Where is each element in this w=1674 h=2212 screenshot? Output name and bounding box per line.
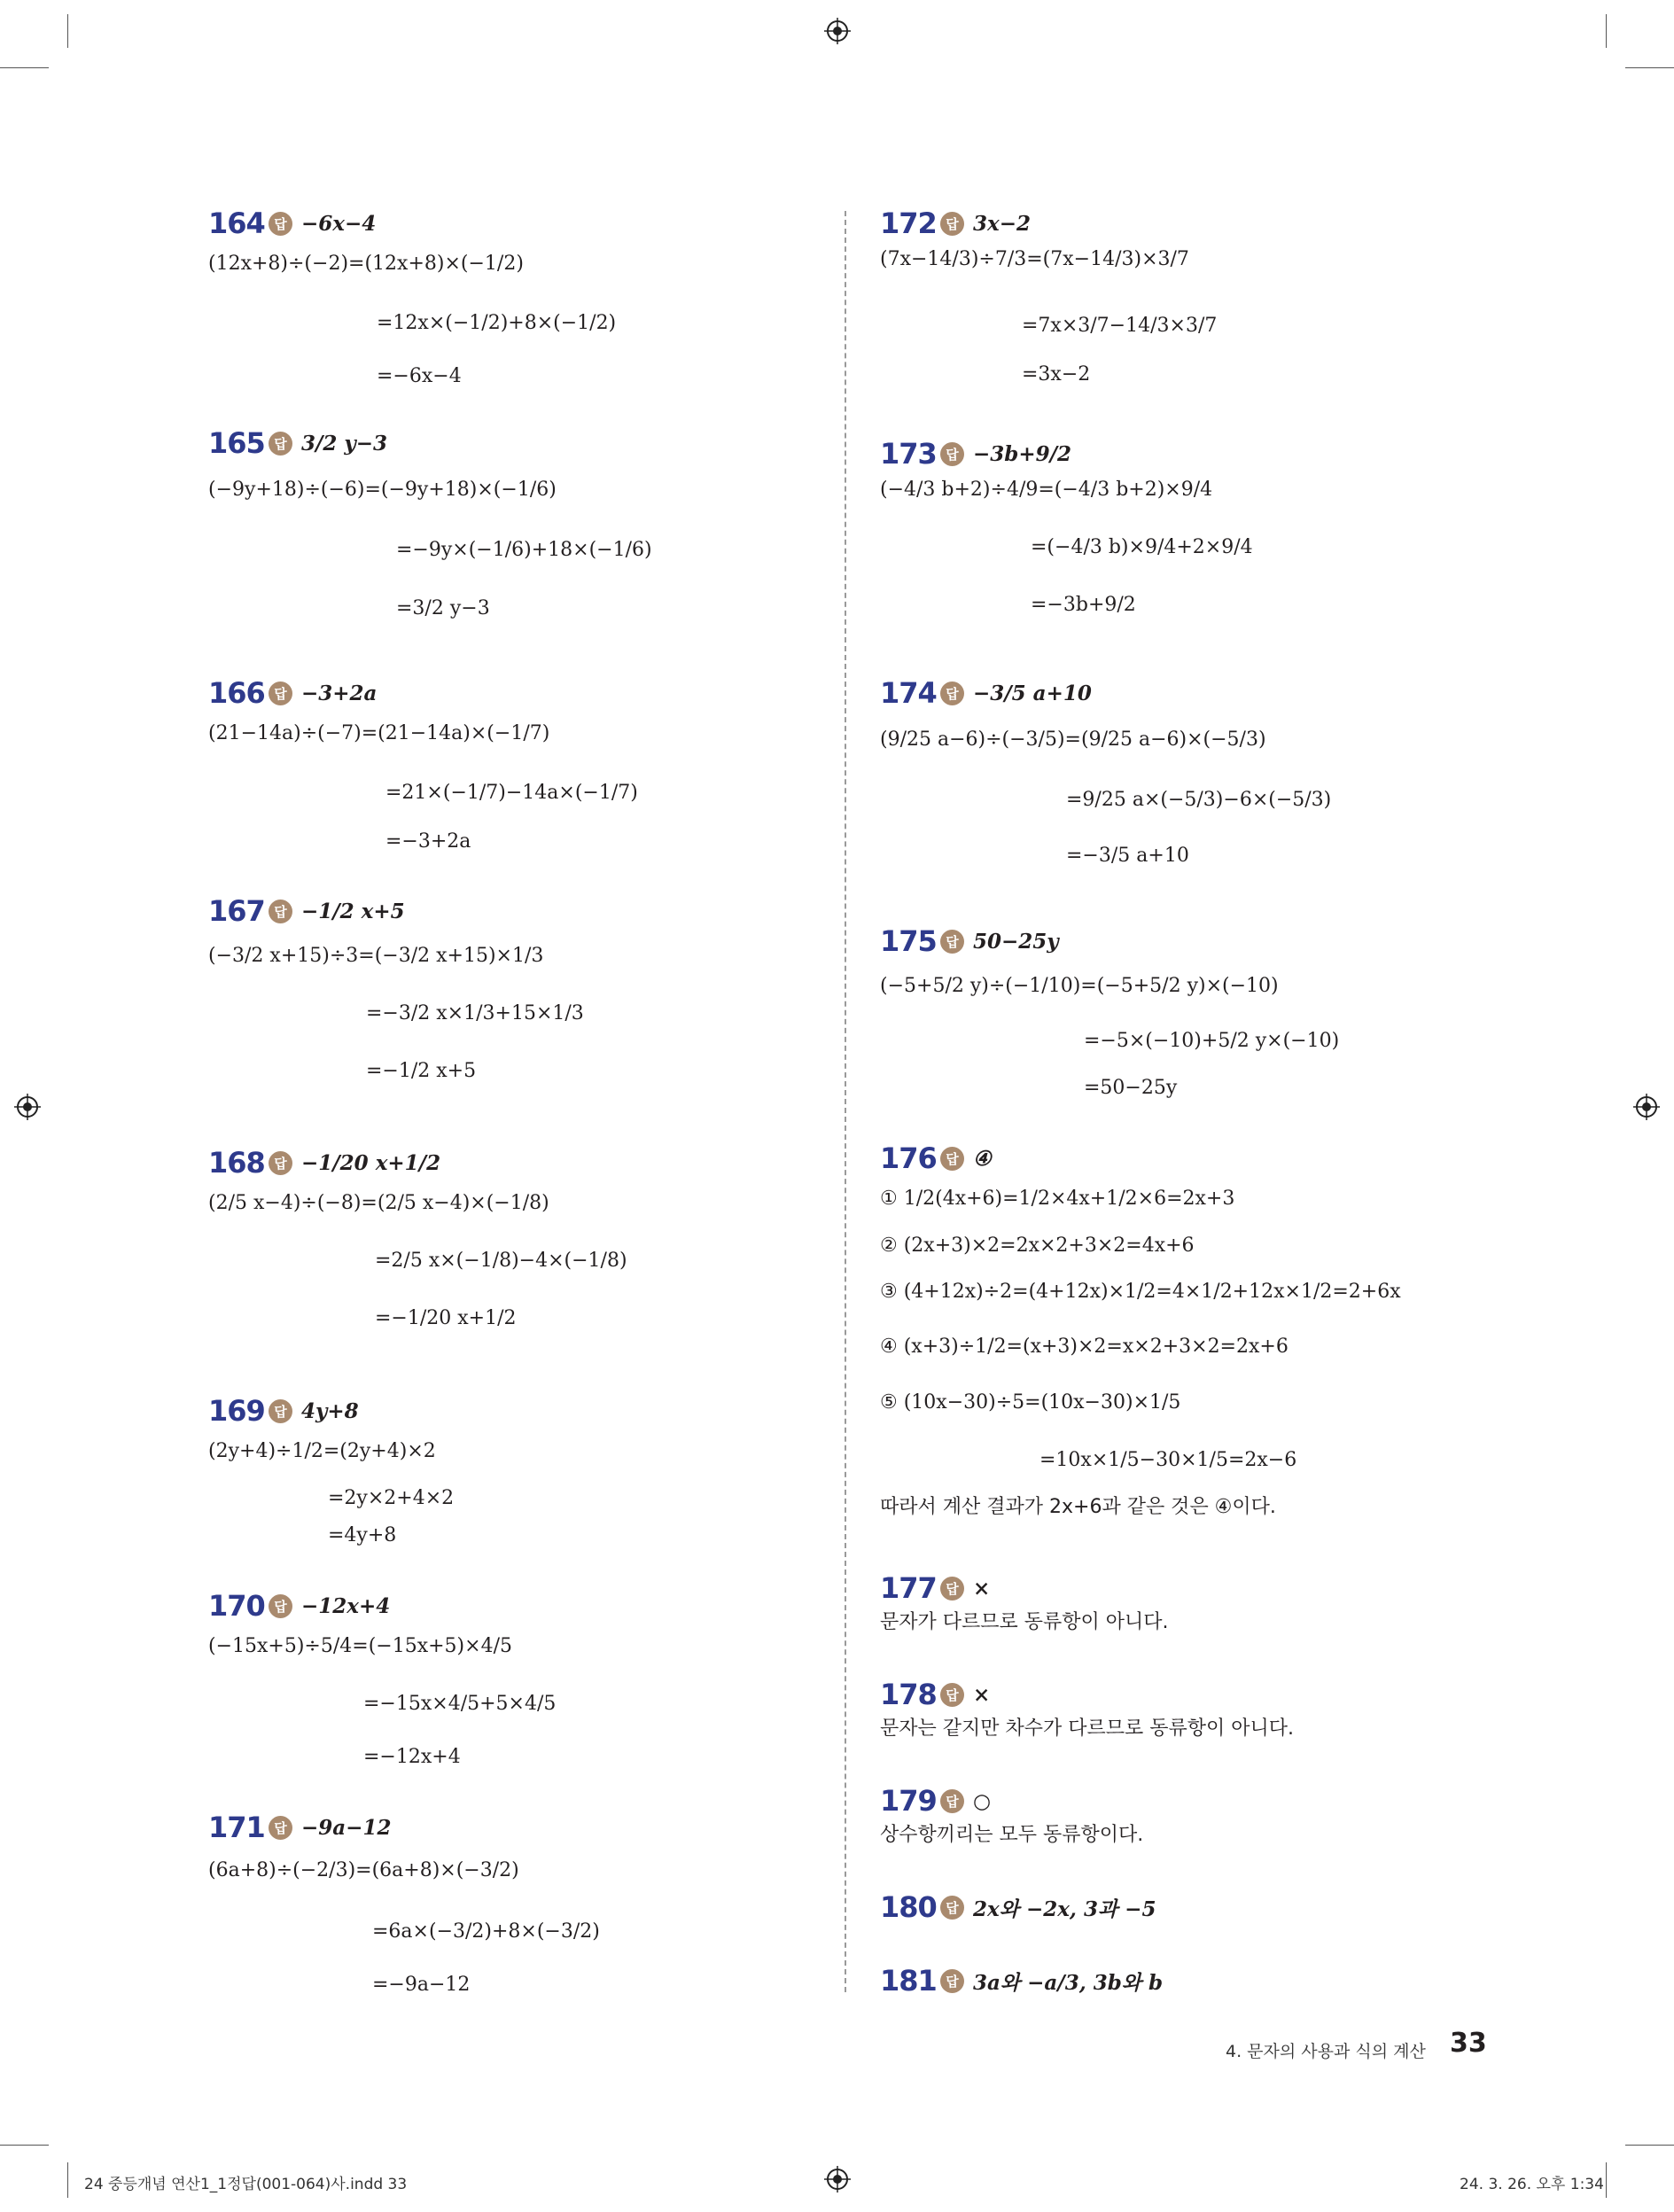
answer-badge-icon: 답: [269, 1816, 292, 1840]
solution-line: =3/2 y−3: [396, 597, 490, 619]
crop-mark: [1606, 14, 1607, 48]
problem-177: [880, 1567, 1169, 1633]
answer-badge-icon: 답: [940, 1896, 964, 1920]
answer: −12x+4: [301, 1593, 391, 1618]
solution-line: =−12x+4: [363, 1746, 461, 1768]
solution-line: 문자가 다르므로 동류항이 아니다.: [880, 1611, 1169, 1633]
solution-line: =−3/2 x×1/3+15×1/3: [366, 1002, 584, 1024]
answer: 3x−2: [973, 211, 1031, 236]
solution-line: =−3/5 a+10: [1066, 845, 1189, 867]
solution-line: (9/25 a−6)÷(−3/5)=(9/25 a−6)×(−5/3): [880, 728, 1266, 751]
solution-line: (−5+5/2 y)÷(−1/10)=(−5+5/2 y)×(−10): [880, 975, 1279, 997]
crop-mark: [67, 14, 68, 48]
solution-line: 문자는 같지만 차수가 다르므로 동류항이 아니다.: [880, 1717, 1295, 1740]
solution-line: =9/25 a×(−5/3)−6×(−5/3): [1066, 789, 1332, 811]
problem-number: 179: [880, 1784, 937, 1818]
solution-line: =−15x×4/5+5×4/5: [363, 1693, 557, 1715]
problem-number: 171: [208, 1811, 265, 1844]
answer-badge-icon: 답: [940, 1969, 964, 1993]
problem-175: [880, 920, 1340, 1099]
answer-badge-icon: 답: [269, 1594, 292, 1618]
problem-number: 175: [880, 924, 937, 958]
answer-badge-icon: 답: [269, 212, 292, 236]
solution-line: =−3+2a: [385, 830, 471, 853]
answer-badge-icon: 답: [940, 1147, 964, 1171]
solution-line: (2y+4)÷1/2=(2y+4)×2: [208, 1440, 436, 1462]
problem-number: 170: [208, 1589, 265, 1623]
column-divider: [845, 211, 846, 1992]
problem-168: [208, 1141, 627, 1329]
solution-line: =−1/2 x+5: [366, 1060, 477, 1082]
solution-line: (7x−14/3)÷7/3=(7x−14/3)×3/7: [880, 248, 1189, 270]
problem-number: 181: [880, 1964, 937, 1998]
solution-line: =−3b+9/2: [1031, 594, 1136, 616]
problem-173: [880, 432, 1253, 616]
problem-number: 164: [208, 206, 265, 240]
crop-mark: [0, 67, 49, 68]
answer-badge-icon: 답: [940, 1789, 964, 1813]
problem-number: 169: [208, 1394, 265, 1428]
solution-line: (−9y+18)÷(−6)=(−9y+18)×(−1/6): [208, 479, 557, 501]
solution-line: =2y×2+4×2: [328, 1487, 455, 1509]
chapter-title: 4. 문자의 사용과 식의 계산: [1226, 2042, 1426, 2061]
solution-line: =50−25y: [1084, 1077, 1178, 1099]
problem-number: 180: [880, 1890, 937, 1924]
solution-line: (−15x+5)÷5/4=(−15x+5)×4/5: [208, 1635, 512, 1657]
crop-mark: [67, 2162, 68, 2198]
problem-178: [880, 1673, 1295, 1740]
solution-line: =7x×3/7−14/3×3/7: [1022, 315, 1218, 337]
registration-mark-icon: [824, 2166, 851, 2193]
solution-line: (21−14a)÷(−7)=(21−14a)×(−1/7): [208, 722, 550, 744]
problem-176: [880, 1137, 1401, 1518]
solution-line: =−6x−4: [377, 365, 462, 387]
solution-line: ② (2x+3)×2=2x×2+3×2=4x+6: [880, 1235, 1195, 1257]
answer-badge-icon: 답: [269, 900, 292, 923]
problem-169: [208, 1390, 455, 1546]
file-slug: 24 중등개념 연산1_1정답(001-064)사.indd 33: [84, 2176, 408, 2193]
answer-badge-icon: 답: [269, 1151, 292, 1175]
solution-line: =4y+8: [328, 1524, 397, 1546]
answer: ×: [973, 1576, 991, 1601]
answer: −1/2 x+5: [301, 899, 405, 923]
solution-line: (12x+8)÷(−2)=(12x+8)×(−1/2): [208, 253, 524, 275]
answer: 3a와 −a/3, 3b와 b: [973, 1970, 1164, 1995]
solution-line: =21×(−1/7)−14a×(−1/7): [385, 782, 638, 804]
solution-line: (−4/3 b+2)÷4/9=(−4/3 b+2)×9/4: [880, 479, 1213, 501]
registration-mark-icon: [14, 1094, 41, 1120]
problem-number: 176: [880, 1141, 937, 1175]
answer: −3b+9/2: [973, 441, 1072, 466]
solution-line: ① 1/2(4x+6)=1/2×4x+1/2×6=2x+3: [880, 1188, 1235, 1210]
solution-conclusion: 따라서 계산 결과가 2x+6과 같은 것은 ④이다.: [880, 1496, 1276, 1518]
answer-badge-icon: 답: [940, 212, 964, 236]
solution-line: =2/5 x×(−1/8)−4×(−1/8): [375, 1250, 627, 1272]
solution-line: =6a×(−3/2)+8×(−3/2): [372, 1920, 600, 1943]
answer-badge-icon: 답: [940, 930, 964, 954]
solution-line: =(−4/3 b)×9/4+2×9/4: [1031, 536, 1253, 558]
answer: ④: [973, 1146, 992, 1171]
problem-167: [208, 890, 584, 1082]
problem-number: 165: [208, 426, 265, 460]
solution-line: ④ (x+3)÷1/2=(x+3)×2=x×2+3×2=2x+6: [880, 1336, 1289, 1358]
problem-number: 177: [880, 1571, 937, 1605]
problem-number: 172: [880, 206, 937, 240]
problem-174: [880, 672, 1332, 867]
solution-line: (6a+8)÷(−2/3)=(6a+8)×(−3/2): [208, 1859, 519, 1881]
solution-line: ③ (4+12x)÷2=(4+12x)×1/2=4×1/2+12x×1/2=2+6x: [880, 1281, 1401, 1303]
problem-165: [208, 422, 652, 619]
registration-mark-icon: [1633, 1094, 1660, 1120]
answer: −1/20 x+1/2: [301, 1150, 441, 1175]
crop-mark: [1625, 67, 1674, 68]
problem-179: [880, 1780, 1144, 1846]
answer: ○: [973, 1788, 992, 1813]
answer-badge-icon: 답: [940, 442, 964, 466]
crop-mark: [1625, 2145, 1674, 2146]
answer-badge-icon: 답: [269, 682, 292, 705]
problem-164: [208, 202, 617, 387]
answer: −6x−4: [301, 211, 377, 236]
answer: 2x와 −2x, 3과 −5: [973, 1897, 1156, 1921]
answer: 50−25y: [973, 929, 1059, 954]
answer: −3+2a: [301, 681, 378, 705]
problem-number: 166: [208, 676, 265, 710]
solution-line: (−3/2 x+15)÷3=(−3/2 x+15)×1/3: [208, 945, 544, 967]
answer-badge-icon: 답: [269, 432, 292, 456]
solution-line: ⑤ (10x−30)÷5=(10x−30)×1/5: [880, 1391, 1181, 1414]
problem-170: [208, 1585, 557, 1768]
problem-number: 178: [880, 1678, 937, 1711]
problem-166: [208, 672, 638, 853]
problem-number: 167: [208, 894, 265, 928]
solution-line: (2/5 x−4)÷(−8)=(2/5 x−4)×(−1/8): [208, 1192, 549, 1214]
answer: 3/2 y−3: [301, 431, 388, 456]
solution-line: =3x−2: [1022, 363, 1091, 386]
problem-number: 173: [880, 437, 937, 471]
problem-181: [880, 1959, 1163, 2002]
problem-number: 168: [208, 1146, 265, 1180]
crop-mark: [1606, 2162, 1607, 2198]
registration-mark-icon: [824, 18, 851, 44]
page-number: 33: [1450, 2028, 1487, 2059]
answer-badge-icon: 답: [940, 682, 964, 705]
answer: ×: [973, 1682, 991, 1707]
solution-line: =−9a−12: [372, 1974, 471, 1996]
problem-171: [208, 1806, 600, 1996]
solution-line: =−1/20 x+1/2: [375, 1307, 517, 1329]
answer: −9a−12: [301, 1815, 392, 1840]
answer: 4y+8: [301, 1398, 359, 1423]
solution-line: 상수항끼리는 모두 동류항이다.: [880, 1824, 1144, 1846]
crop-mark: [0, 2145, 49, 2146]
date-slug: 24. 3. 26. 오후 1:34: [1460, 2176, 1604, 2193]
problem-180: [880, 1886, 1156, 1928]
answer-badge-icon: 답: [269, 1399, 292, 1423]
answer: −3/5 a+10: [973, 681, 1092, 705]
solution-line: =10x×1/5−30×1/5=2x−6: [1039, 1449, 1297, 1471]
solution-line: =−9y×(−1/6)+18×(−1/6): [396, 539, 652, 561]
answer-badge-icon: 답: [940, 1683, 964, 1707]
problem-172: [880, 202, 1218, 386]
solution-line: =−5×(−10)+5/2 y×(−10): [1084, 1030, 1340, 1052]
solution-line: =12x×(−1/2)+8×(−1/2): [377, 312, 617, 334]
problem-number: 174: [880, 676, 937, 710]
answer-badge-icon: 답: [940, 1577, 964, 1601]
